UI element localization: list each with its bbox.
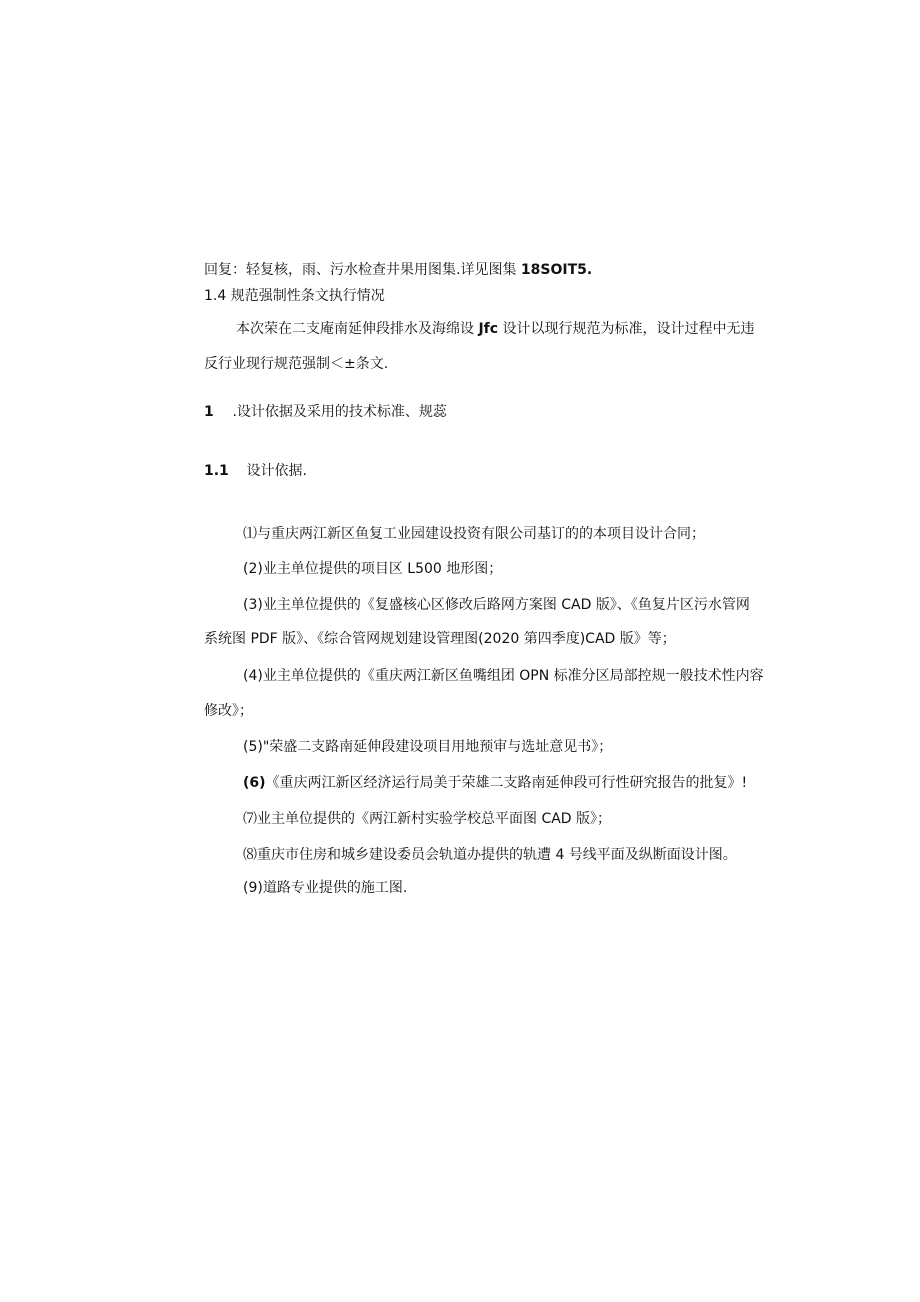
atlas-code: 18SOIT5. xyxy=(520,262,593,278)
list-item-9: (9)道路专业提供的施工图. xyxy=(243,880,408,896)
list-item-8: ⑻重庆市住房和城乡建设委员会轨道办提供的轨遭 4 号线平面及纵断面设计图。 xyxy=(243,847,737,863)
paragraph-code: Jfc xyxy=(478,321,499,337)
section-1-1-title: 设计依据. xyxy=(246,463,307,479)
reply-line xyxy=(204,261,592,279)
list-item-1: ⑴与重庆两江新区鱼复工业园建设投资有限公司基订的的本项目设计合同； xyxy=(243,526,705,542)
paragraph-line-1 xyxy=(236,320,755,338)
list-item-2: (2)业主单位提供的项目区 L500 地形图； xyxy=(243,561,503,577)
section-1-1-heading xyxy=(204,462,307,480)
section-1-1-number: 1.1 xyxy=(204,463,229,479)
list-item-6-number: (6) xyxy=(243,775,266,791)
paragraph-line-2: 反行业现行规范强制＜±条文. xyxy=(204,356,389,372)
paragraph-text-c: 设计以现行规范为标准，设计过程中无违 xyxy=(502,321,755,337)
list-item-7: ⑺业主单位提供的《两江新村实验学校总平面图 CAD 版》； xyxy=(243,811,612,827)
paragraph-text-a: 本次荣在二支庵南延伸段排水及海绵设 xyxy=(236,321,474,337)
section-1-heading xyxy=(204,403,447,421)
list-item-4-line-1: (4)业主单位提供的《重庆两江新区鱼嘴组团 OPN 标准分区局部控规一般技术性内容 xyxy=(243,668,764,684)
list-item-5: (5)"荣盛二支路南延伸段建设项目用地预审与选址意见书》； xyxy=(243,739,613,755)
section-1-4-title: 1.4 规范强制性条文执行情况 xyxy=(204,288,385,304)
list-item-6-text: 《重庆两江新区经济运行局美于荣雄二支路南延伸段可行性研究报告的批复》! xyxy=(265,775,748,791)
list-item-3-line-1: (3)业主单位提供的《复盛核心区修改后路网方案图 CAD 版》、《鱼复片区污水管网 xyxy=(243,597,750,613)
reply-text: 回复：轻复核，雨、污水检查井果用图集.详见图集 xyxy=(204,262,517,278)
section-1-number: 1 xyxy=(204,404,214,420)
section-1-title: .设计依据及采用的技术标准、规蕊 xyxy=(232,404,447,420)
list-item-6 xyxy=(243,774,747,792)
list-item-4-line-2: 修改》； xyxy=(204,703,253,719)
list-item-3-line-2: 系统图 PDF 版》、《综合管网规划建设管理图(2020 第四季度)CAD 版》等； xyxy=(204,631,676,647)
